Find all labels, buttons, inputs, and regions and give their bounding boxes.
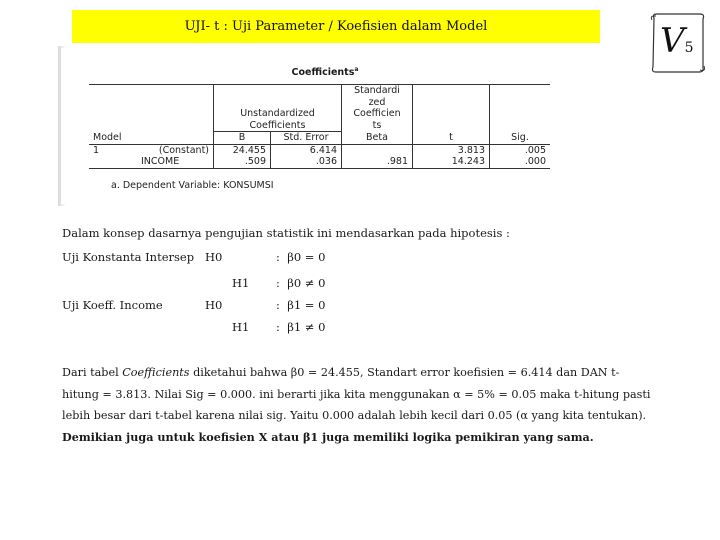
hypothesis-expr: : β1 = 0 xyxy=(276,298,326,312)
paragraph-line: Demikian juga untuk koefisien X atau β1 juga memiliki logika pemikiran yang sama. xyxy=(62,429,594,444)
explanation-paragraph xyxy=(62,362,651,448)
spss-output-image xyxy=(60,48,589,204)
slide-title xyxy=(72,10,600,43)
hypothesis-expr: : β0 = 0 xyxy=(276,250,326,264)
hypothesis-h: H0 xyxy=(205,298,223,312)
hypothesis-h: H1 xyxy=(232,276,250,290)
hypothesis-expr: : β1 ≠ 0 xyxy=(276,320,326,334)
hypothesis-expr: : β0 ≠ 0 xyxy=(276,276,326,290)
paragraph-line: lebih besar dari t-tabel karena nilai sig. Yaitu 0.000 adalah lebih kecil dari 0.05 (α yang kita tentukan). xyxy=(62,409,647,422)
badge-letter: V5 xyxy=(660,21,694,61)
table-row: INCOME .509 .036 .981 14.243 .000 xyxy=(89,156,550,168)
hypothesis-label: Uji Konstanta Intersep xyxy=(62,250,195,264)
hypothesis-h: H0 xyxy=(205,250,223,264)
table-footnote: a. Dependent Variable: KONSUMSI xyxy=(111,180,274,191)
slide-title-text: UJI- t : Uji Parameter / Koefisien dalam Model xyxy=(184,19,488,34)
hypothesis-h: H1 xyxy=(232,320,250,334)
coefficients-title: Coefficients$^a$ xyxy=(291,66,359,79)
hypothesis-label: Uji Koeff. Income xyxy=(62,298,163,312)
table-row: 1 (Constant) 24.455 6.414 3.813 .005 xyxy=(89,144,550,156)
scroll-badge-icon xyxy=(648,12,708,74)
intro-text: Dalam konsep dasarnya pengujian statistik ini mendasarkan pada hipotesis : xyxy=(62,226,510,240)
paragraph-line: Dari tabel Coefficients diketahui bahwa β0 = 24.455, Standart error koefisien = 6.414 dan DAN t- xyxy=(62,366,620,379)
coefficients-table: Standardi zed Unstandardized Coefficien Coefficients ts Model B Std. Error Beta t Sig. 1 (Constant) 24.455 6.414 3.813 .005 INCOME .509 .036 .981 14.243 .000 xyxy=(89,84,550,169)
paragraph-line: hitung = 3.813. Nilai Sig = 0.000. ini berarti jika kita menggunakan α = 5% = 0.05 maka t-hitung pasti xyxy=(62,387,651,401)
